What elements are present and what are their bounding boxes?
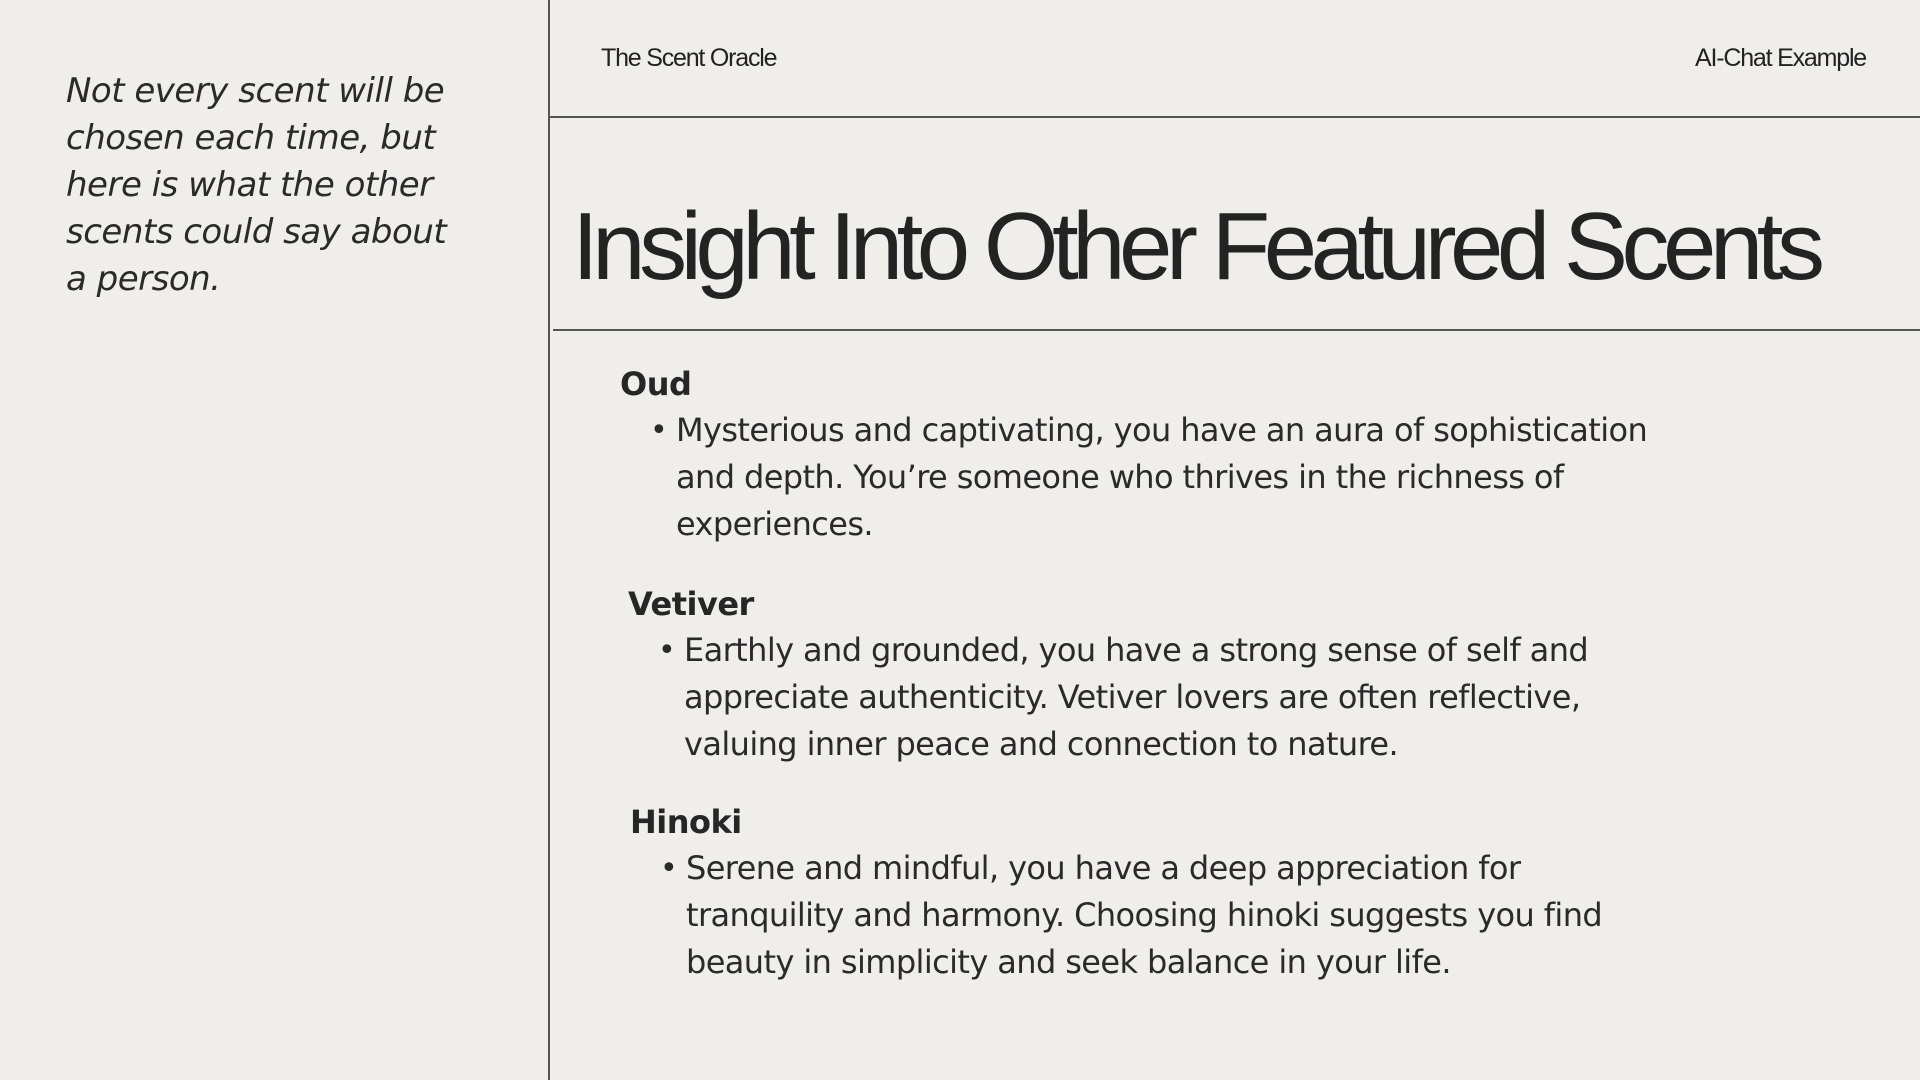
bullet-icon: • [658, 633, 676, 668]
scent-name: Oud [620, 365, 692, 403]
scent-section-vetiver [628, 584, 1728, 768]
scent-name: Vetiver [628, 585, 754, 623]
list-item [628, 627, 1684, 768]
bullet-icon: • [650, 413, 668, 448]
vertical-divider [548, 0, 550, 1080]
page-title: Insight Into Other Featured Scents [572, 193, 1819, 300]
list-item [620, 407, 1676, 548]
brand-name: The Scent Oracle [601, 44, 777, 72]
scent-name: Hinoki [630, 803, 742, 841]
scent-description: Earthly and grounded, you have a strong sense of self and appreciate authenticity. Vetiver lovers are often reflective, valuing inner peace and connection to nature. [684, 631, 1589, 763]
scent-list [630, 845, 1730, 986]
scent-description: Mysterious and captivating, you have an aura of sophistication and depth. You’re someone who thrives in the richness of experiences. [676, 411, 1648, 543]
scent-list [628, 627, 1728, 768]
scent-section-hinoki [630, 802, 1730, 986]
scent-section-oud [620, 364, 1720, 548]
scent-list [620, 407, 1720, 548]
list-item [630, 845, 1686, 986]
header-tag: AI-Chat Example [1695, 44, 1866, 72]
header-divider [549, 116, 1920, 118]
title-divider [553, 329, 1920, 331]
bullet-icon: • [660, 851, 678, 886]
sidebar-note: Not every scent will be chosen each time, but here is what the other scents could say about a person. [66, 71, 447, 299]
scent-description: Serene and mindful, you have a deep appreciation for tranquility and harmony. Choosing hinoki suggests you find beauty in simplicity and seek balance in your life. [686, 849, 1603, 981]
